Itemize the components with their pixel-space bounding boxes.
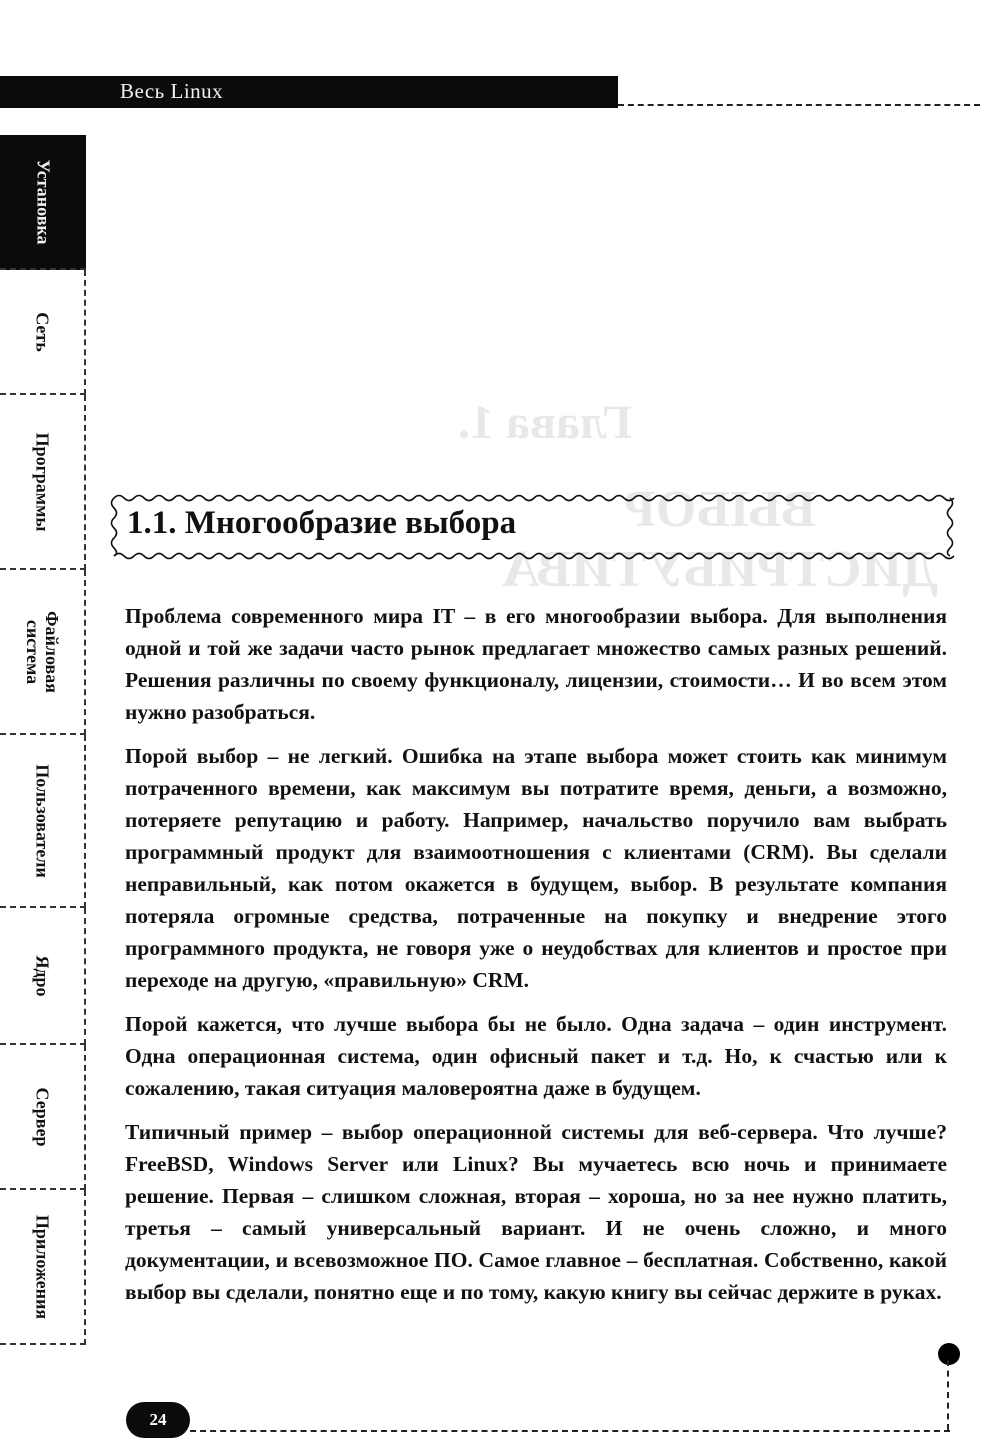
tab-network[interactable]: [0, 270, 86, 395]
footer-divider: [190, 1430, 950, 1432]
book-title: Весь Linux: [120, 79, 224, 103]
paragraph: Порой кажется, что лучше выбора бы не было. Одна задача – один инструмент. Одна операционная система, один офисный пакет и т.д. Но, к счастью или к сожалению, такая ситуация маловероятна даже в будущем.: [125, 1012, 947, 1100]
tab-label: Ядро: [32, 954, 53, 997]
tab-label: Файловая система: [23, 610, 62, 693]
tab-label: Приложения: [32, 1214, 53, 1319]
section-title: 1.1. Многообразие выбора: [127, 505, 517, 541]
tab-label: Сеть: [32, 311, 53, 352]
tab-label: Пользователи: [32, 763, 53, 878]
tab-users[interactable]: [0, 735, 86, 908]
tab-installation[interactable]: [0, 135, 86, 270]
tab-label: Программы: [32, 432, 53, 531]
tab-kernel[interactable]: [0, 908, 86, 1045]
tab-label: Установка: [33, 158, 54, 245]
body-text: [125, 600, 947, 1320]
paragraph: Типичный пример – выбор операционной системы для веб-сервера. Что лучше? FreeBSD, Windows Server или Linux? Вы мучаетесь всю ночь и принимаете решение. Первая – слишком сложная, вторая – хороша, но за нее нужно платить, третья – самый универсальный вариант. И не очень сложно, и много документации, и всевозможное ПО. Самое главное – бесплатная. Собственно, какой выбор вы сделали, понятно еще и по тому, какую книгу вы сейчас держите в руках.: [125, 1120, 947, 1304]
paragraph: Порой выбор – не легкий. Ошибка на этапе выбора может стоить как минимум потраченного времени, как максимум вы потратите время, деньги, а возможно, потеряете репутацию и работу. Например, начальство поручило вам выбрать программный продукт для взаимоотношения с клиентами (CRM). Вы сделали неправильный, как потом окажется в будущем, выбор. В результате компания потеряла огромные средства, потраченные на покупку и внедрение этого программного продукта, не говоря уже о неудобствах для клиентов и простое при переходе на другую, «правильную» CRM.: [125, 744, 947, 992]
footer-divider-vertical: [947, 1360, 952, 1430]
tab-programs[interactable]: [0, 395, 86, 570]
page-number: 24: [126, 1402, 190, 1438]
show-through-chapter: Глава 1.: [458, 396, 632, 449]
tab-applications[interactable]: [0, 1190, 86, 1345]
show-through-chapter-title: ВЫБОР ДИСТРИБУТИВА: [502, 481, 938, 598]
tab-server[interactable]: [0, 1045, 86, 1190]
header-divider: [618, 104, 980, 106]
paragraph: Проблема современного мира IT – в его многообразии выбора. Для выполнения одной и той же задачи часто рынок предлагает множество самых разных решений. Решения различны по своему функционалу, лицензии, стоимости… И во всем этом нужно разобраться.: [125, 604, 947, 724]
tab-filesystem[interactable]: [0, 570, 86, 735]
running-header: [0, 76, 618, 108]
tab-label: Сервер: [32, 1087, 53, 1146]
